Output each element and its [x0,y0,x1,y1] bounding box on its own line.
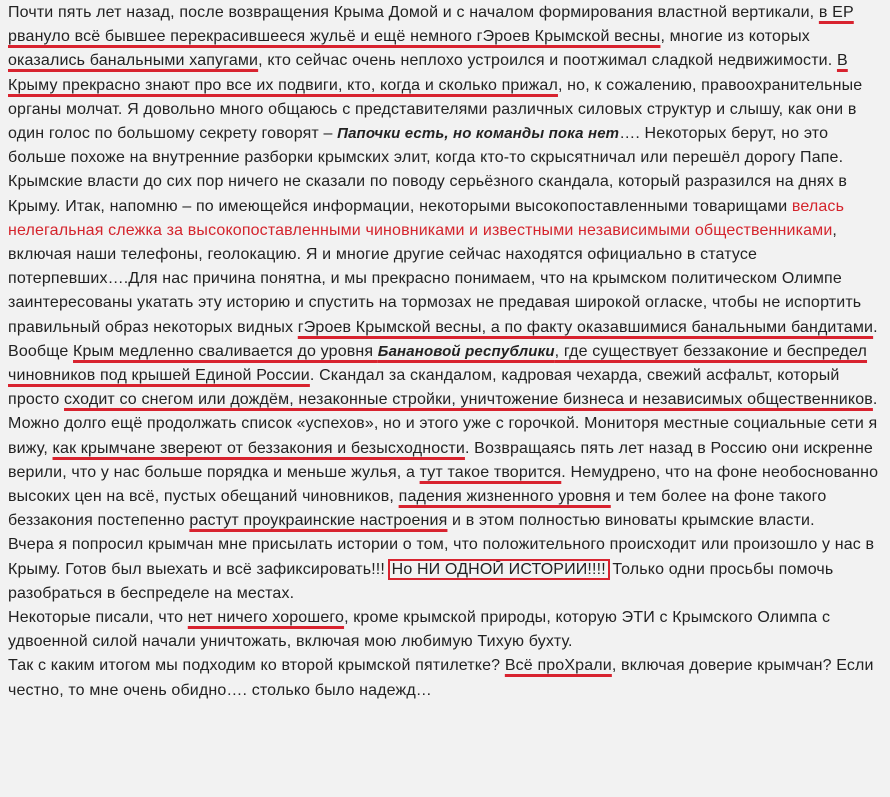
text-segment: Некоторые писали, что [8,609,188,627]
article-body [8,1,888,703]
text-segment: , но, к сожалению, правоохранительные органы молчат. Я довольно много общаюсь с представителями различных силовых структур и слышу, как они в один голос по большому секрету говорят – [8,76,863,143]
text-segment: , кто сейчас очень неплохо устроился и поотжимал сладкой недвижимости. [258,52,837,70]
text-segment: Почти пять лет назад, после возвращения Крыма Домой и с началом формирования властной вертикали, [8,4,819,21]
text-emphasis: Банановой республики [377,342,555,360]
text-underlined: падения жизненного уровня [398,488,611,506]
text-segment: и в этом полностью виноваты крымские власти. [447,512,815,530]
text-underlined: , где существует беззаконие и беспредел чиновников под крышей Единой России [8,342,868,385]
text-emphasis: Папочки есть, но команды пока нет [337,125,620,143]
text-segment: . Можно долго ещё продолжать список «успехов», но и этого уже с горочкой. Мониторя местные социальные сети я вижу, [8,391,878,457]
text-segment: и тем более на фоне такого беззакония постепенно [8,488,827,530]
text-segment: , многие из которых [660,28,810,46]
text-underlined: как крымчане звереют от беззакония и безысходности [52,439,465,457]
article-paragraph [8,654,888,702]
article-paragraph [8,606,888,654]
text-underlined: сходит со снегом или дождём, незаконные стройки, уничтожение бизнеса и независимых общественников [64,391,873,409]
text-underlined: тут такое творится [419,463,562,481]
text-segment: , включая наши телефоны, геолокацию. Я и многие другие сейчас находятся официально в статусе потерпевших….Для нас причина понятна, и мы прекрасно понимаем, что на крымском политическом Олимпе заинтересованы укатать эту историю и спустить на тормозах не предавая широкой огласке, чтобы не испортить правильный образ некоторых видных [8,221,862,336]
text-underlined: оказались банальными хапугами [8,52,259,70]
text-segment: , кроме крымской природы, которую ЭТИ с Крымского Олимпа с удвоенной силой начали уничтожать, включая мою любимую Тихую бухту. [8,609,831,651]
text-underlined: Всё проХрали [504,657,612,675]
text-segment: Так с каким итогом мы подходим ко второй крымской пятилетке? [8,657,505,675]
text-segment: Только одни просьбы помочь разобраться в беспределе на местах. [8,560,834,602]
text-underlined: нет ничего хорошего [187,609,345,627]
article-paragraph [8,340,888,534]
text-segment: . [873,318,878,336]
text-segment: . Скандал за скандалом, кадровая чехарда, свежий асфальт, который просто [8,367,840,409]
text-underlined: Крым медленно сваливается до уровня [73,342,378,360]
text-segment: Крымские власти до сих пор ничего не сказали по поводу серьёзного скандала, который разразился на днях в Крыму. Итак, напомню – по имеющейся информации, некоторыми высокопоставленными товарищами [8,173,848,215]
text-segment: , включая доверие крымчан? Если честно, то мне очень обидно…. столько было надежд… [8,657,874,699]
text-segment: Вообще [8,342,74,360]
text-underlined: В Крыму прекрасно знают про все их подвиги, кто, когда и сколько прижал [8,52,848,94]
text-segment: . Немудрено, что на фоне необоснованно высоких цен на всё, пустых обещаний чиновников, [8,463,879,506]
text-segment: …. Некоторых берут, но это больше похоже на внутренние разборки крымских элит, когда кто-то скрысятничал или перешёл дорогу Папе. [8,125,844,167]
article-paragraph [8,533,888,606]
text-segment: . Возвращаясь пять лет назад в Россию они искренне верили, что у нас больше порядка и меньше жулья, а [8,439,873,481]
text-underlined: в ЕР рвануло всё бывшее перекрасившееся жульё и ещё немного гЭроев Крымской весны [8,4,854,46]
article-paragraph [8,1,888,170]
text-highlighted-red: велась нелегальная слежка за высокопоставленными чиновниками и известными независимыми общественниками [8,197,845,239]
text-underlined: гЭроев Крымской весны, а по факту оказавшимися банальными бандитами [297,318,874,336]
article-paragraph [8,170,888,339]
text-boxed: Но НИ ОДНОЙ ИСТОРИИ!!!! [391,560,606,578]
text-segment: Вчера я попросил крымчан мне присылать истории о том, что положительного происходит или произошло у нас в Крыму. Готов был выехать и всё зафиксировать!!! [8,536,875,578]
text-underlined: растут проукраинские настроения [189,512,448,530]
